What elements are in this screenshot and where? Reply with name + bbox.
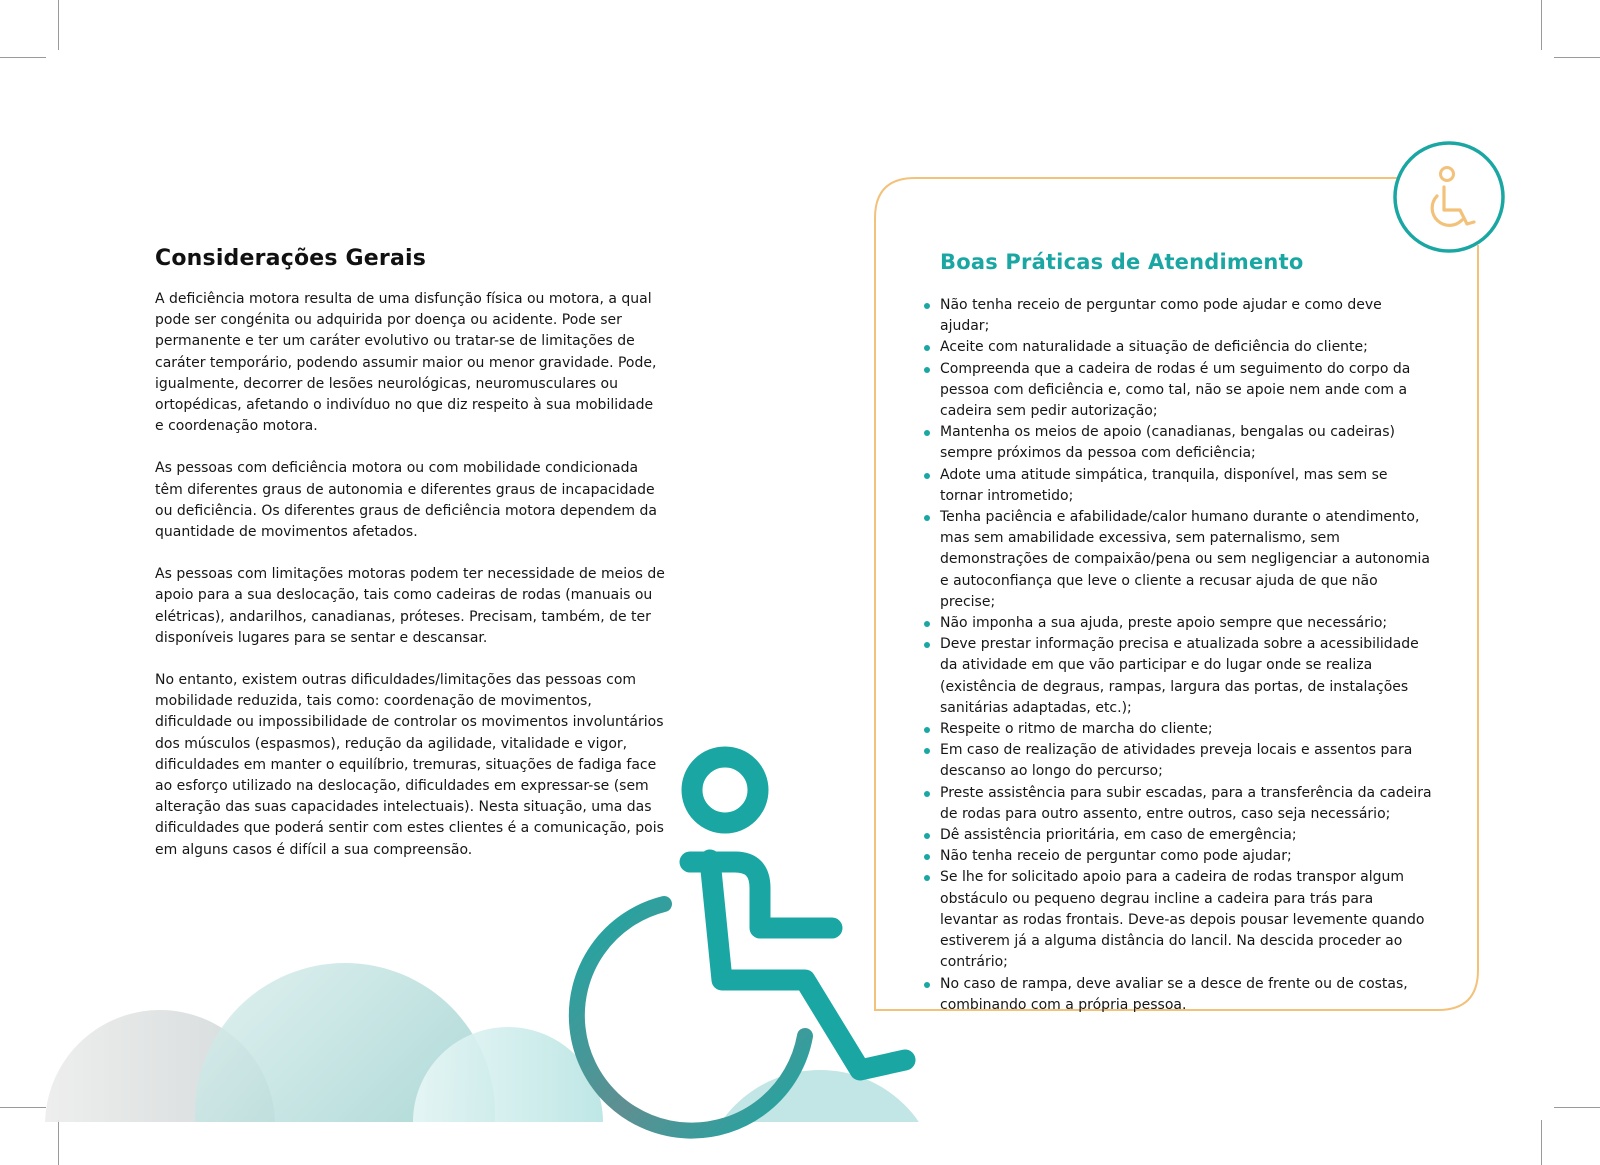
- paragraph: As pessoas com limitações motoras podem ter necessidade de meios de apoio para a sua deslocação, tais como cadeiras de rodas (manuais ou elétricas), andarilhos, canadianas, próteses. Precisam, também, de ter disponíveis lugares para se sentar e descansar.: [155, 566, 665, 646]
- list-item: Deve prestar informação precisa e atualizada sobre a acessibilidade da atividade em que vão participar e do lugar onde se realiza (existência de degraus, rampas, largura das portas, de instalações sanitárias adaptadas, etc.);: [922, 634, 1432, 719]
- list-item: Dê assistência prioritária, em caso de emergência;: [922, 825, 1432, 846]
- list-item: Em caso de realização de atividades preveja locais e assentos para descanso ao longo do percurso;: [922, 740, 1432, 782]
- section-title: Boas Práticas de Atendimento: [940, 250, 1304, 274]
- list-item: Compreenda que a cadeira de rodas é um seguimento do corpo da pessoa com deficiência e, como tal, não se apoie nem ande com a cadeira sem pedir autorização;: [922, 359, 1432, 423]
- practices-list: [922, 295, 1432, 1016]
- list-item: Se lhe for solicitado apoio para a cadeira de rodas transpor algum obstáculo ou pequeno degrau incline a cadeira para trás para levantar as rodas frontais. Deve-as depois pousar levemente quando estiverem já a alguma distância do lancil. Na descida proceder ao contrário;: [922, 867, 1432, 973]
- list-item: Não tenha receio de perguntar como pode ajudar e como deve ajudar;: [922, 295, 1432, 337]
- list-item: Aceite com naturalidade a situação de deficiência do cliente;: [922, 337, 1432, 358]
- section-title: Considerações Gerais: [155, 246, 427, 271]
- list-item: Não tenha receio de perguntar como pode ajudar;: [922, 846, 1432, 867]
- good-practices-section: [922, 250, 1432, 1016]
- general-considerations-section: [155, 246, 665, 882]
- paragraph: A deficiência motora resulta de uma disfunção física ou motora, a qual pode ser congénita ou adquirida por doença ou acidente. Pode ser permanente e ter um caráter evolutivo ou tratar-se de limitações de caráter temporário, podendo assumir maior ou menor gravidade. Pode, igualmente, decorrer de lesões neurológicas, neuromusculares ou ortopédicas, afetando o indivíduo no que diz respeito à sua mobilidade e coordenação motora.: [155, 291, 657, 435]
- wheelchair-icon: [1395, 143, 1503, 251]
- list-item: Tenha paciência e afabilidade/calor humano durante o atendimento, mas sem amabilidade excessiva, sem paternalismo, sem demonstrações de compaixão/pena ou sem negligenciar a autonomia e autoconfiança que leve o cliente a recusar ajuda de que não precise;: [922, 507, 1432, 613]
- list-item: Respeite o ritmo de marcha do cliente;: [922, 719, 1432, 740]
- list-item: Adote uma atitude simpática, tranquila, disponível, mas sem se tornar intrometido;: [922, 465, 1432, 507]
- list-item: No caso de rampa, deve avaliar se a desce de frente ou de costas, combinando com a própria pessoa.: [922, 974, 1432, 1016]
- paragraph: As pessoas com deficiência motora ou com mobilidade condicionada têm diferentes graus de autonomia e diferentes graus de incapacidade ou deficiência. Os diferentes graus de deficiência motora dependem da quantidade de movimentos afetados.: [155, 460, 657, 541]
- list-item: Preste assistência para subir escadas, para a transferência da cadeira de rodas para outro assento, entre outros, caso seja necessário;: [922, 783, 1432, 825]
- list-item: Não imponha a sua ajuda, preste apoio sempre que necessário;: [922, 613, 1432, 634]
- list-item: Mantenha os meios de apoio (canadianas, bengalas ou cadeiras) sempre próximos da pessoa com deficiência;: [922, 422, 1432, 464]
- paragraph: No entanto, existem outras dificuldades/limitações das pessoas com mobilidade reduzida, tais como: coordenação de movimentos, dificuldade ou impossibilidade de controlar os movimentos involuntários dos músculos (espasmos), redução da agilidade, vitalidade e vigor, dificuldades em manter o equilíbrio, tremuras, situações de fadiga face ao esforço utilizado na deslocação, dificuldades em expressar-se (sem alteração das suas capacidades intelectuais). Nesta situação, uma das dificuldades que poderá sentir com estes clientes é a comunicação, pois em alguns casos é difícil a sua compreensão.: [155, 672, 664, 858]
